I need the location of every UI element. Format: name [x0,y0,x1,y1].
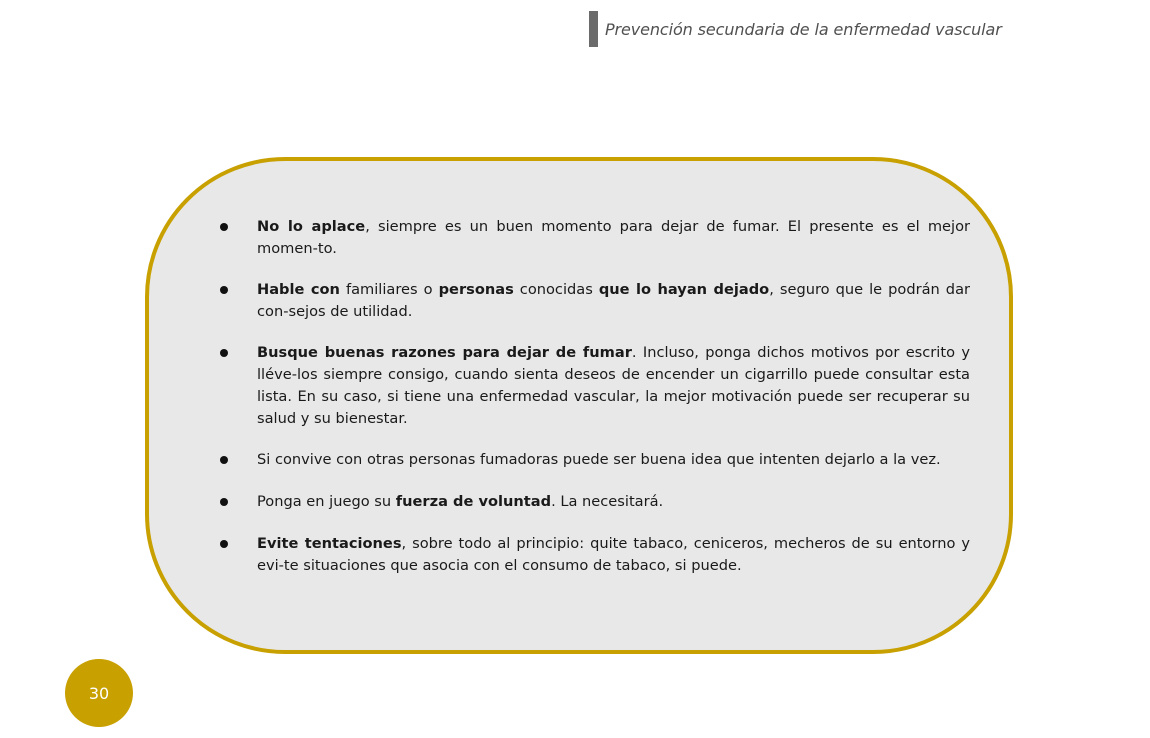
tip-text: , sobre todo al principio: quite tabaco, ceniceros, mecheros de su entorno y evi-te situaciones que asocia con el consumo de tabaco, si puede. [257,535,970,574]
tips-list [218,216,970,596]
tip-text: familiares o [339,281,439,298]
bullet-icon [220,286,228,294]
tip-emphasis: fuerza de voluntad [395,493,552,510]
running-header [589,11,1002,47]
tip-emphasis: Busque buenas razones para dejar de fumar [257,344,632,361]
tip-item [218,216,970,260]
tip-emphasis: No lo aplace [257,218,366,235]
tip-emphasis: que lo hayan dejado [598,281,770,298]
tip-text: . La necesitará. [551,493,664,510]
header-title: Prevención secundaria de la enfermedad vascular [605,19,1002,39]
tip-item [218,449,970,471]
tip-emphasis: personas [438,281,514,298]
tip-text: , siempre es un buen momento para dejar de fumar. El presente es el mejor momen-to. [257,218,971,257]
bullet-icon [220,540,228,548]
bullet-icon [220,456,228,464]
tip-text: , seguro que le podrán dar con-sejos de utilidad. [257,281,971,320]
bullet-icon [220,349,228,357]
header-bar [589,11,598,47]
tip-item [218,279,970,323]
page-number: 30 [88,683,110,703]
tip-text: Si convive con otras personas fumadoras puede ser buena idea que intenten dejarlo a la vez. [257,451,941,468]
tip-emphasis: Hable con [257,281,340,298]
page-number-badge [65,659,133,727]
tip-item [218,491,970,513]
tip-emphasis: Evite tentaciones [257,535,402,552]
tip-text: Ponga en juego su [257,493,396,510]
tip-text: conocidas [513,281,599,298]
tip-text: . Incluso, ponga dichos motivos por escrito y lléve-los siempre consigo, cuando sienta deseos de encender un cigarrillo puede consultar esta lista. En su caso, si tiene una enfermedad vascular, la mejor motivación puede ser recuperar su salud y su bienestar. [257,344,970,427]
tip-item [218,342,970,430]
bullet-icon [220,223,228,231]
tip-item [218,533,970,577]
bullet-icon [220,498,228,506]
